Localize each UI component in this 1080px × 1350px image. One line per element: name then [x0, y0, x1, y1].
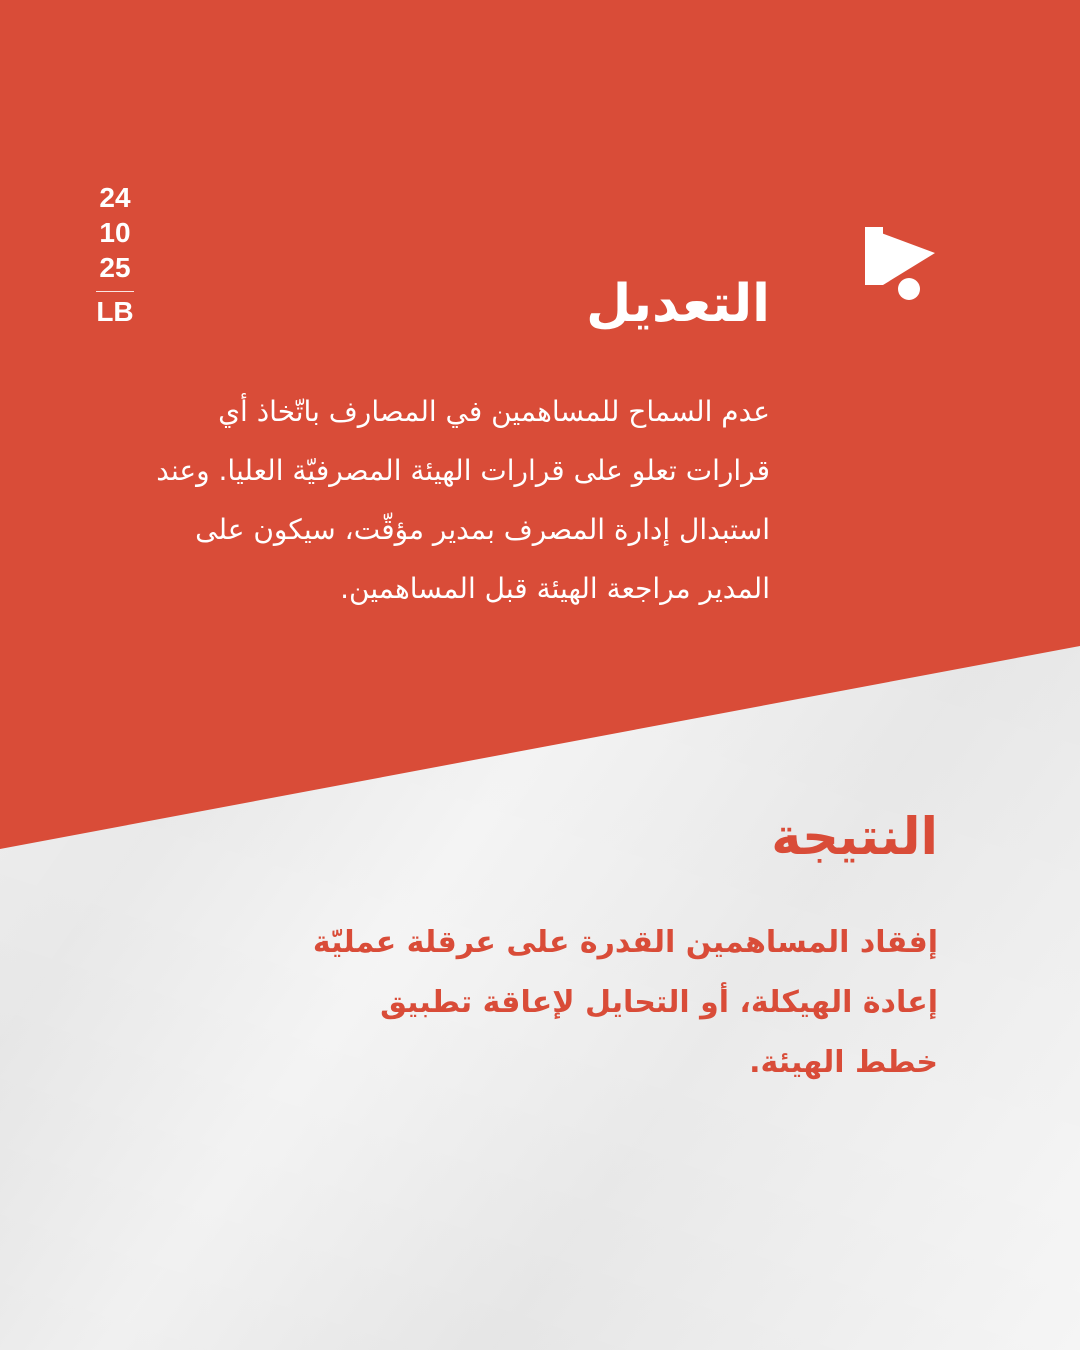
section-heading-amendment: التعديل — [586, 274, 770, 334]
date-stamp — [96, 180, 134, 329]
date-day: 24 — [99, 182, 131, 213]
date-year: 25 — [99, 252, 131, 283]
section-body-amendment: عدم السماح للمساهمين في المصارف باتّخاذ أي قرارات تعلو على قرارات الهيئة المصرفيّة العليا. وعند استبدال إدارة المصرف بمدير مؤقّت، سيكون على المدير مراجعة الهيئة قبل المساهمين. — [156, 395, 770, 605]
section-heading-result: النتيجة — [771, 808, 938, 867]
date-country: LB — [96, 296, 134, 327]
section-body-result: إفقاد المساهمين القدرة على عرقلة عمليّة إعادة الهيكلة، أو التحايل لإعاقة تطبيق خطط الهيئة. — [312, 925, 938, 1080]
date-month: 10 — [99, 217, 131, 248]
date-divider — [96, 291, 134, 292]
flag-dot-logo-icon — [861, 223, 939, 305]
